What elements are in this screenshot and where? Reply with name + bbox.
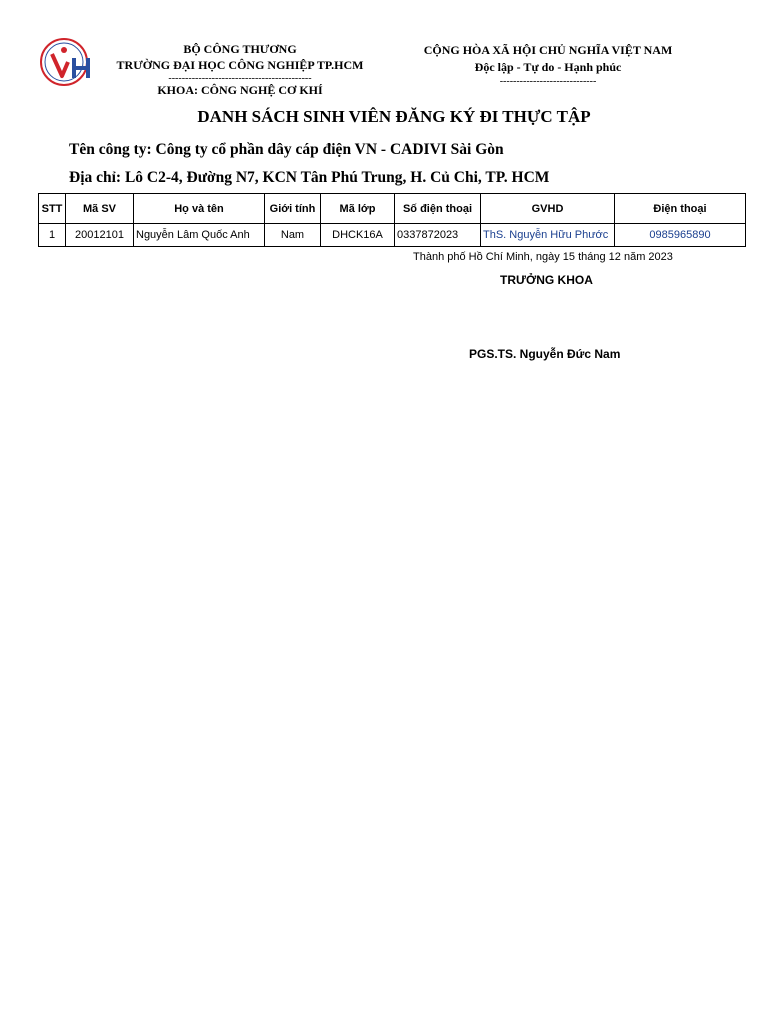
faculty-name: KHOA: CÔNG NGHỆ CƠ KHÍ: [157, 83, 323, 97]
university-name: TRƯỜNG ĐẠI HỌC CÔNG NGHIỆP TP.HCM: [116, 58, 364, 72]
header-gender: Giới tính: [265, 194, 321, 224]
company-name: Công ty cổ phần dây cáp điện VN - CADIVI Sài Gòn: [155, 141, 504, 158]
header-right-separator: -----------------------------: [499, 76, 597, 87]
header-supervisor-phone: Điện thoại: [615, 194, 746, 224]
header-phone: Số điện thoại: [395, 194, 481, 224]
national-motto: Độc lập - Tự do - Hạnh phúc: [474, 60, 622, 74]
company-line: [69, 141, 504, 159]
signing-date: Thành phố Hồ Chí Minh, ngày 15 tháng 12 năm 2023: [413, 251, 673, 263]
table-row: [39, 224, 746, 247]
country-name: CỘNG HÒA XÃ HỘI CHỦ NGHĨA VIỆT NAM: [423, 43, 673, 57]
cell-gender: Nam: [265, 224, 321, 247]
cell-student-id: 20012101: [66, 224, 134, 247]
header-student-id: Mã SV: [66, 194, 134, 224]
company-label: Tên công ty:: [69, 141, 152, 158]
header-stt: STT: [39, 194, 66, 224]
university-logo: [38, 36, 100, 88]
cell-stt: 1: [39, 224, 66, 247]
signer-role: TRƯỞNG KHOA: [500, 273, 593, 287]
cell-class-code: DHCK16A: [321, 224, 395, 247]
header-full-name: Họ và tên: [134, 194, 265, 224]
signer-name: PGS.TS. Nguyễn Đức Nam: [469, 347, 621, 361]
header-class-code: Mã lớp: [321, 194, 395, 224]
ministry-name: BỘ CÔNG THƯƠNG: [183, 42, 297, 56]
cell-supervisor-phone: 0985965890: [615, 224, 746, 247]
header-left-separator: -------------------------------------------: [168, 73, 312, 84]
cell-full-name: Nguyễn Lâm Quốc Anh: [134, 224, 265, 247]
address-label: Địa chỉ:: [69, 169, 122, 186]
cell-phone: 0337872023: [395, 224, 481, 247]
address-value: Lô C2-4, Đường N7, KCN Tân Phú Trung, H. Củ Chi, TP. HCM: [124, 169, 550, 186]
address-line: [69, 169, 549, 187]
header-supervisor: GVHD: [481, 194, 615, 224]
student-table: [38, 193, 746, 247]
table-header-row: [39, 194, 746, 224]
cell-supervisor: ThS. Nguyễn Hữu Phước: [481, 224, 615, 247]
document-title: DANH SÁCH SINH VIÊN ĐĂNG KÝ ĐI THỰC TẬP: [197, 107, 591, 126]
